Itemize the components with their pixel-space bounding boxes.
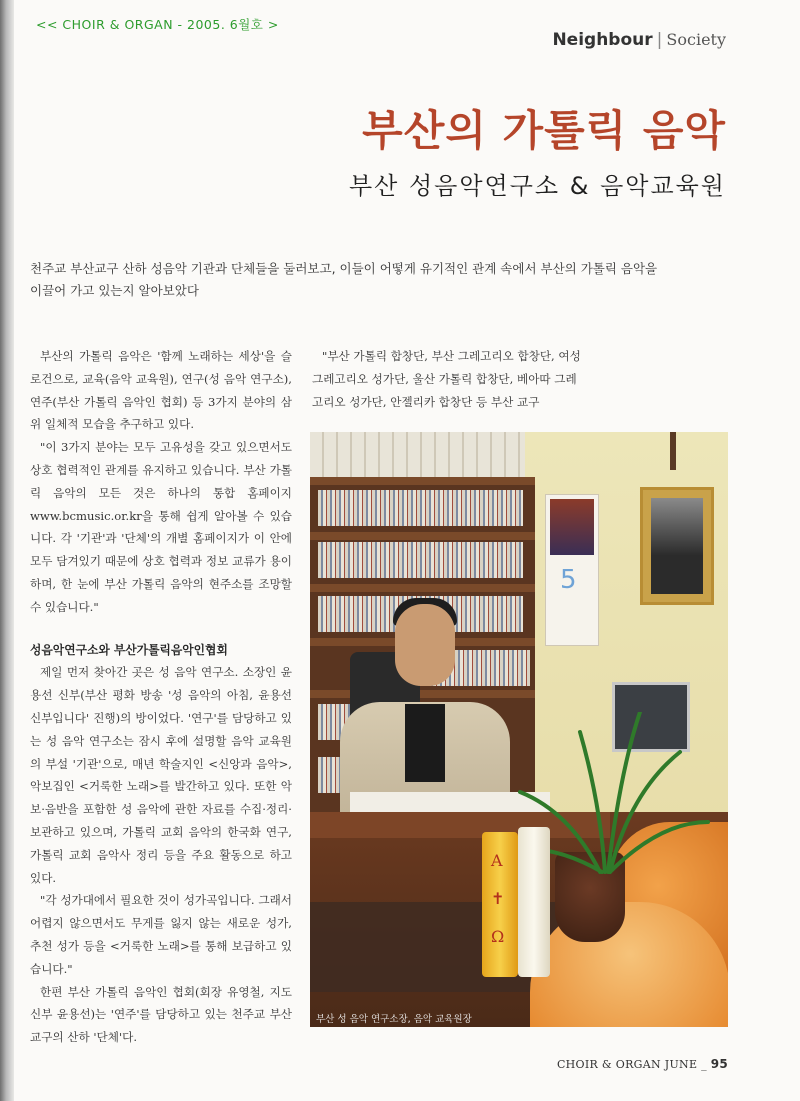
right-column <box>312 345 582 413</box>
paragraph: 한편 부산 가톨릭 음악인 협회(회장 유영철, 지도신부 윤용선)는 '연주'를 담당하고 있는 천주교 부산 교구의 산하 '단체'다. <box>30 984 292 1045</box>
wall-cross-icon <box>670 432 676 470</box>
paragraph: "부산 가톨릭 합창단, 부산 그레고리오 합창단, 여성 그레고리오 성가단, 울산 가톨릭 합창단, 베아따 그레고리오 성가단, 안젤리카 합창단 등 부산 교구 <box>312 349 581 409</box>
alpha-omega-cross-icon: A ✝ Ω <box>491 851 505 946</box>
section-tag-secondary: Society <box>666 30 726 49</box>
page-spine-shadow <box>0 0 14 1101</box>
paragraph: 부산의 가톨릭 음악은 '함께 노래하는 세상'을 슬로건으로, 교육(음악 교육원), 연구(성 음악 연구소), 연주(부산 가톨릭 음악인 협회) 등 3가지 분야의 삼위 일체적 모습을 추구하고 있다. <box>30 349 292 432</box>
section-tag-primary: Neighbour <box>552 30 653 50</box>
article-intro: 천주교 부산교구 산하 성음악 기관과 단체들을 둘러보고, 이들이 어떻게 유기적인 관계 속에서 부산의 가톨릭 음악을 이끌어 가고 있는지 알아보았다 <box>30 261 658 298</box>
framed-portrait <box>640 487 714 605</box>
section-tag-separator: | <box>656 30 663 50</box>
shelf-board <box>310 690 535 698</box>
wall-calendar <box>545 494 599 646</box>
article-photo <box>310 432 728 1027</box>
shelf-cds <box>318 490 523 526</box>
paragraph: "이 3가지 분야는 모두 고유성을 갖고 있으면서도 상호 협력적인 관계를 유지하고 있습니다. 부산 가톨릭 음악의 모든 것은 하나의 통합 홈페이지 www.bcmusic.or.kr을 통해 쉽게 알아볼 수 있습니다. 각 '기관'과 '단체'의 개별 홈페이지가 이 안에 모두 담겨있기 때문에 상호 협력과 정보 교류가 용이하며, 한 눈에 부산 가톨릭 음악의 현주소를 조망할 수 있습니다." <box>30 440 292 614</box>
footer-separator: _ <box>701 1058 707 1071</box>
paragraph: "각 성가대에서 필요한 것이 성가곡입니다. 그래서 어렵지 않으면서도 무게를 잃지 않는 새로운 성가, 추천 성가 등을 <거룩한 노래>를 통해 보급하고 있습니다." <box>30 893 292 976</box>
white-candle <box>518 827 550 977</box>
paragraph: 제일 먼저 찾아간 곳은 성 음악 연구소. 소장인 윤용선 신부(부산 평화 방송 '성 음악의 아침, 윤용선 신부입니다' 진행)의 방이었다. '연구'를 담당하고 있는 성 음악 연구소는 잠시 후에 설명할 음악 교육원의 부설 '기관'으로, 매년 학술지인 <신앙과 음악>, 악보집인 <거룩한 노래>를 발간하고 있다. 또한 악보·음반을 포함한 성 음악에 관한 자료를 수집·정리·보관하고 있으며, 가톨릭 교회 음악의 한국화 연구, 가톨릭 교회 음악사 정리 등을 주요 활동으로 하고 있다. <box>30 665 292 885</box>
paschal-candle <box>482 832 518 977</box>
calendar-picture <box>550 499 594 555</box>
person-face <box>395 604 455 686</box>
page-footer <box>557 1057 728 1071</box>
article-subtitle: 부산 성음악연구소 & 음악교육원 <box>349 172 726 200</box>
footer-magazine-name: CHOIR & ORGAN <box>556 1058 661 1071</box>
shelf-board <box>310 532 535 540</box>
page-number: 95 <box>710 1057 728 1071</box>
calendar-month-numeral: 5 <box>560 565 577 595</box>
photo-caption: 부산 성 음악 연구소장, 음악 교육원장 <box>316 1014 472 1025</box>
portrait-figure <box>651 498 703 594</box>
shelf-cds <box>318 542 523 578</box>
shelf-board <box>310 584 535 592</box>
magazine-issue-line: << CHOIR & ORGAN - 2005. 6월호 > <box>36 17 279 32</box>
left-column <box>30 345 292 1049</box>
footer-month: JUNE <box>664 1058 698 1071</box>
article-title: 부산의 가톨릭 음악 <box>362 106 726 155</box>
section-tag <box>552 30 726 50</box>
shelf-board <box>310 477 535 485</box>
person-clerical-shirt <box>405 704 445 782</box>
section-subheading: 성음악연구소와 부산가톨릭음악인협회 <box>30 642 228 657</box>
